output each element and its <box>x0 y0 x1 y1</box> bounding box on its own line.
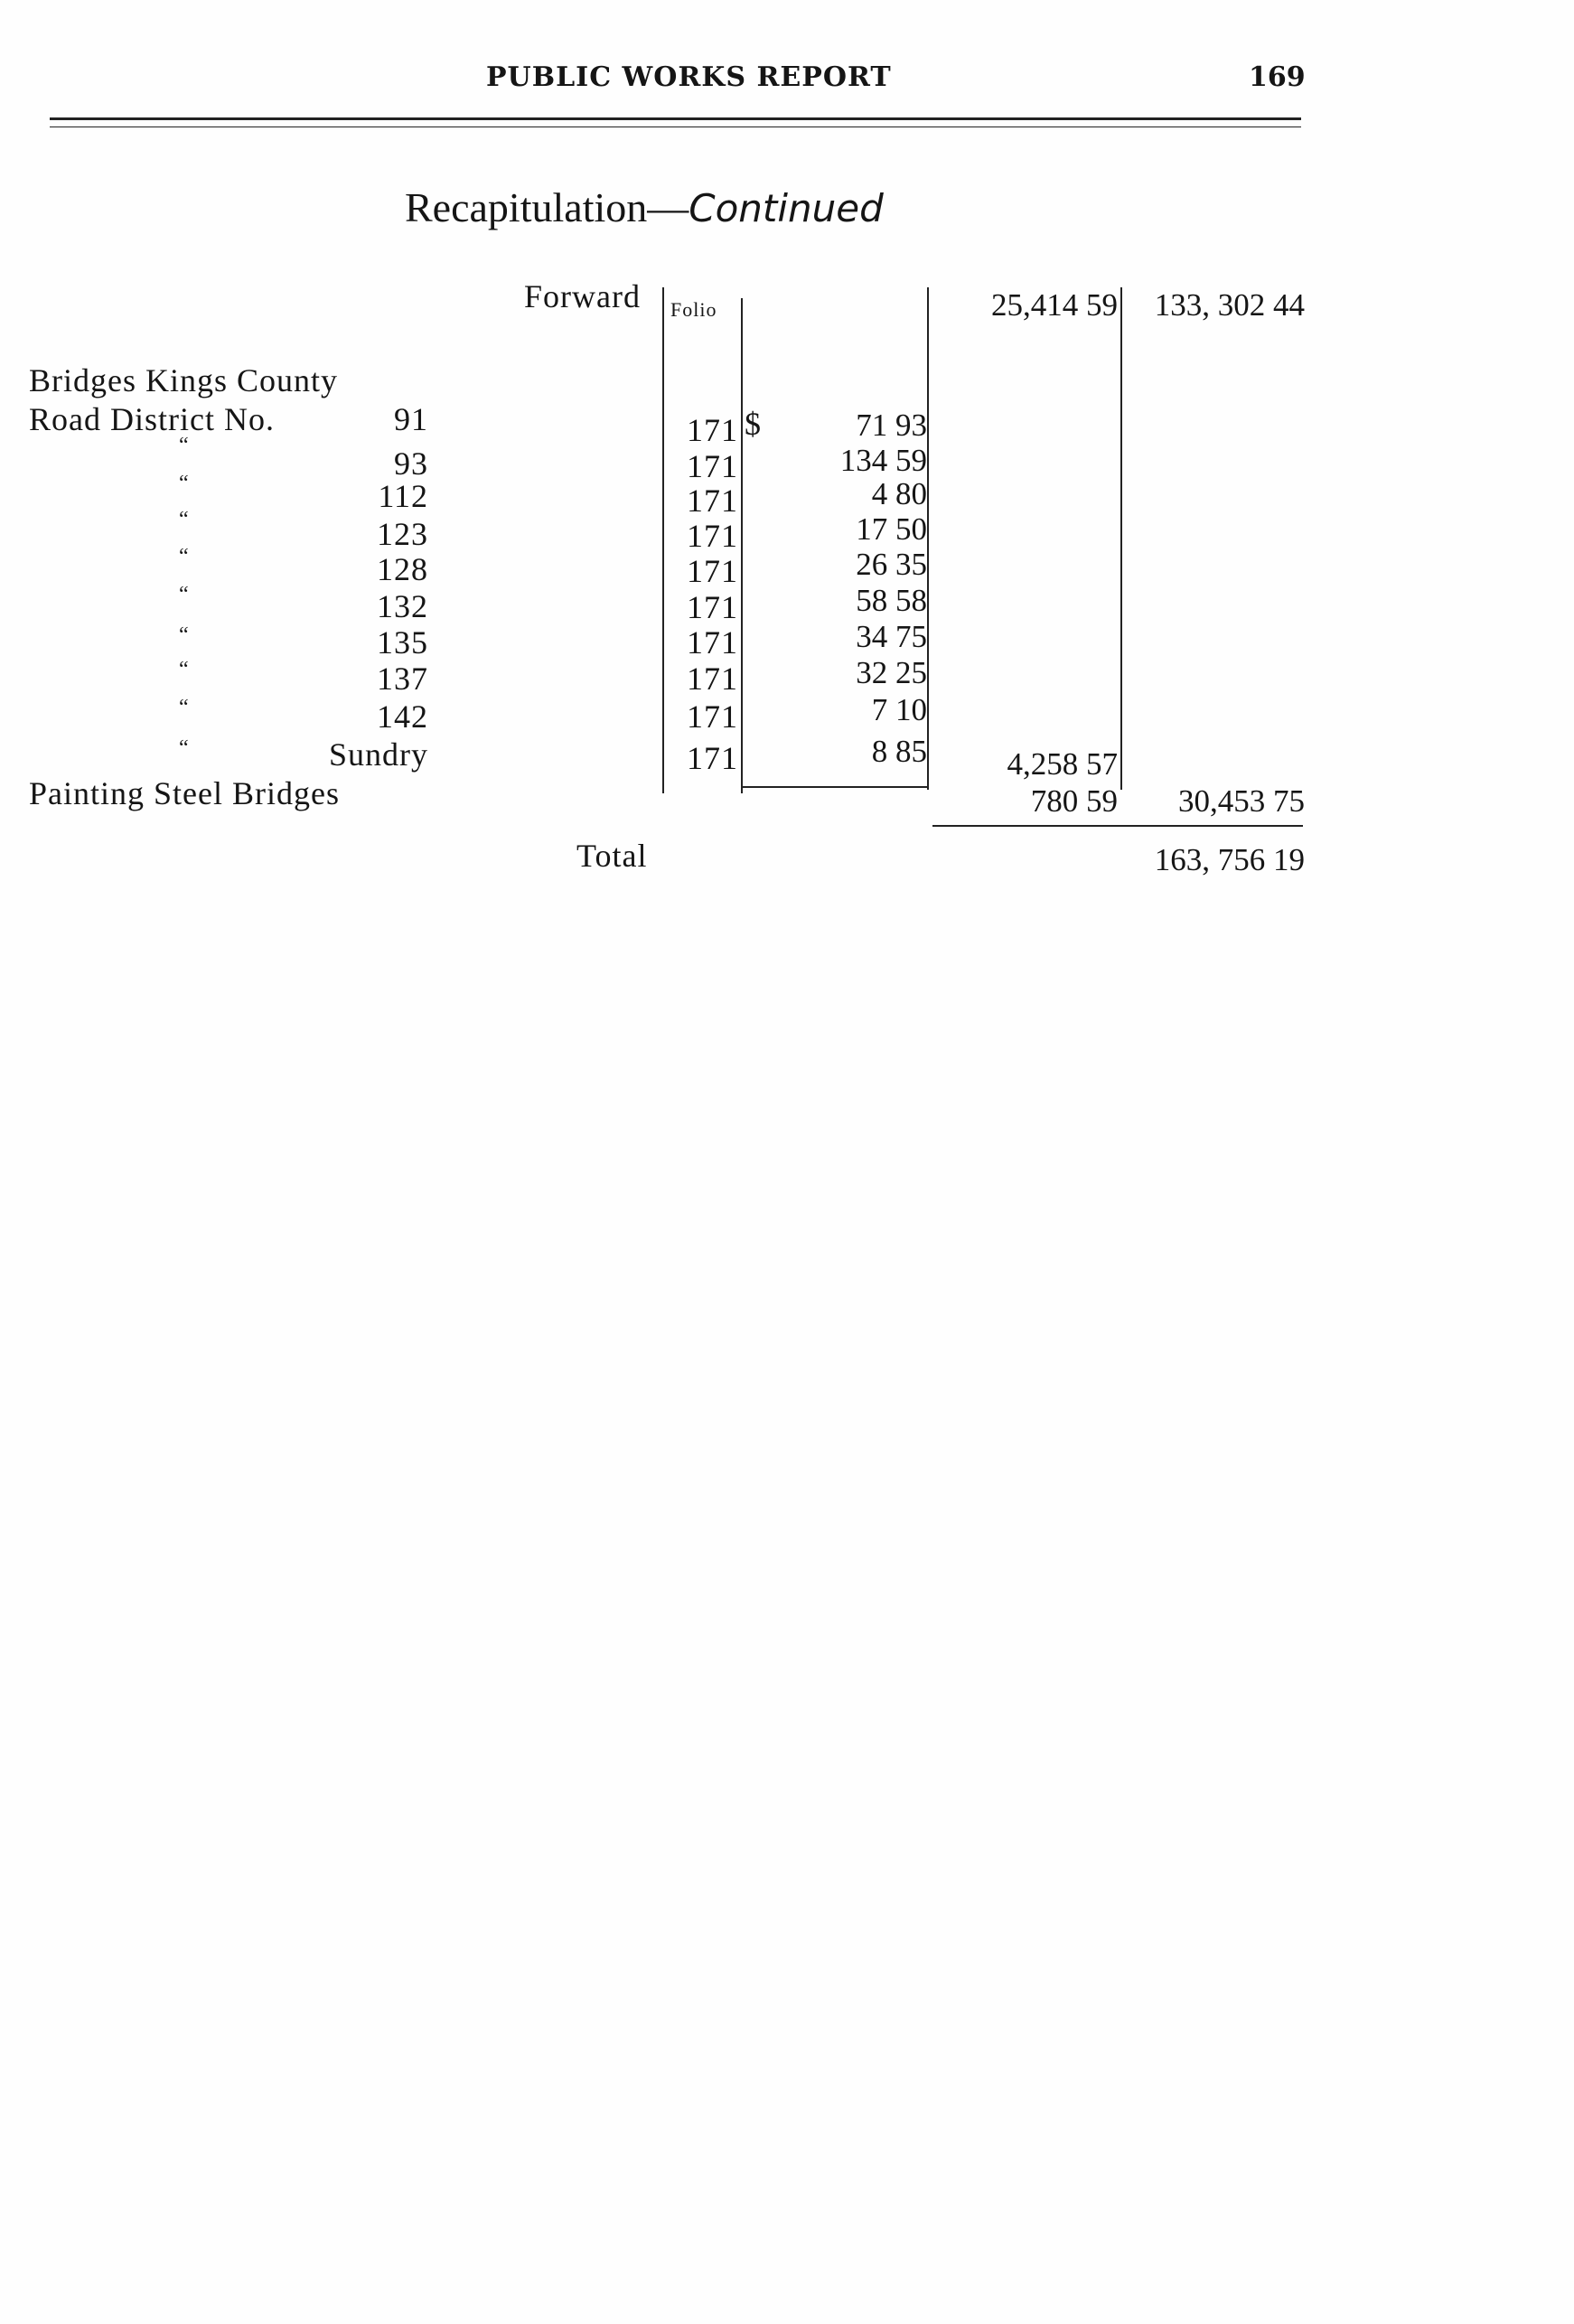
grand-total: 163, 756 19 <box>1154 842 1305 877</box>
folio-value: 171 <box>687 698 738 735</box>
line-amount: 34 75 <box>856 619 927 654</box>
folio-value: 171 <box>687 518 738 554</box>
ditto-mark: “ <box>179 508 189 531</box>
folio-value: 171 <box>687 553 738 589</box>
folio-right-rule <box>741 298 743 793</box>
ditto-mark: “ <box>179 583 189 606</box>
folio-value: 171 <box>687 412 738 448</box>
dollar-sign: $ <box>745 406 762 442</box>
section-title-main: Recapitulation— <box>405 184 689 230</box>
folio-value: 171 <box>687 740 738 776</box>
amount-right-rule <box>927 287 929 790</box>
district-number: 123 <box>377 516 428 552</box>
line-amount: 7 10 <box>871 692 927 727</box>
bridges-subtotal: 4,258 57 <box>1007 746 1118 782</box>
line-amount: 4 80 <box>871 476 927 511</box>
running-header-title: PUBLIC WORKS REPORT <box>486 61 892 93</box>
forward-total: 133, 302 44 <box>1154 287 1305 323</box>
ditto-mark: “ <box>179 696 189 719</box>
district-number: 128 <box>377 551 428 587</box>
district-number: 112 <box>378 478 428 514</box>
ditto-mark: “ <box>179 472 189 495</box>
district-sundry: Sundry <box>328 736 428 773</box>
line-amount: 17 50 <box>856 511 927 547</box>
district-number: 142 <box>377 698 428 735</box>
line-amount: 26 35 <box>856 547 927 582</box>
district-number: 91 <box>394 401 428 437</box>
line-amount: 134 59 <box>839 443 927 478</box>
subtotal-right-rule <box>1120 287 1122 790</box>
line-amount: 32 25 <box>856 655 927 690</box>
ditto-mark: “ <box>179 658 189 681</box>
forward-subtotal: 25,414 59 <box>991 287 1118 323</box>
folio-header: Folio <box>670 298 717 321</box>
road-district-label: Road District No. <box>29 401 275 437</box>
line-amount: 8 85 <box>871 734 927 769</box>
district-number: 137 <box>377 661 428 697</box>
district-number: 135 <box>377 624 428 661</box>
total-label: Total <box>576 838 648 874</box>
folio-value: 171 <box>687 624 738 661</box>
folio-left-rule <box>662 287 664 793</box>
ditto-mark: “ <box>179 736 189 760</box>
painting-label: Painting Steel Bridges <box>29 775 340 811</box>
district-number: 132 <box>377 588 428 624</box>
subtotal-sum-rule <box>932 825 1303 827</box>
line-amount: 71 93 <box>856 408 927 443</box>
forward-label: Forward <box>524 278 641 314</box>
ditto-mark: “ <box>179 434 189 457</box>
line-amount: 58 58 <box>856 583 927 618</box>
group-total: 30,453 75 <box>1178 783 1305 819</box>
ditto-mark: “ <box>179 623 189 647</box>
ditto-mark: “ <box>179 545 189 568</box>
amount-sum-rule <box>743 786 927 788</box>
folio-value: 171 <box>687 589 738 625</box>
painting-amount: 780 59 <box>1030 783 1118 819</box>
page-number: 169 <box>1249 61 1306 93</box>
folio-value: 171 <box>687 661 738 697</box>
section-title-continued: Continued <box>689 186 884 230</box>
section-title <box>405 183 884 231</box>
district-number: 93 <box>394 445 428 482</box>
folio-value: 171 <box>687 448 738 484</box>
folio-value: 171 <box>687 483 738 519</box>
header-rule-thick <box>50 117 1301 120</box>
category-heading: Bridges Kings County <box>29 362 339 398</box>
